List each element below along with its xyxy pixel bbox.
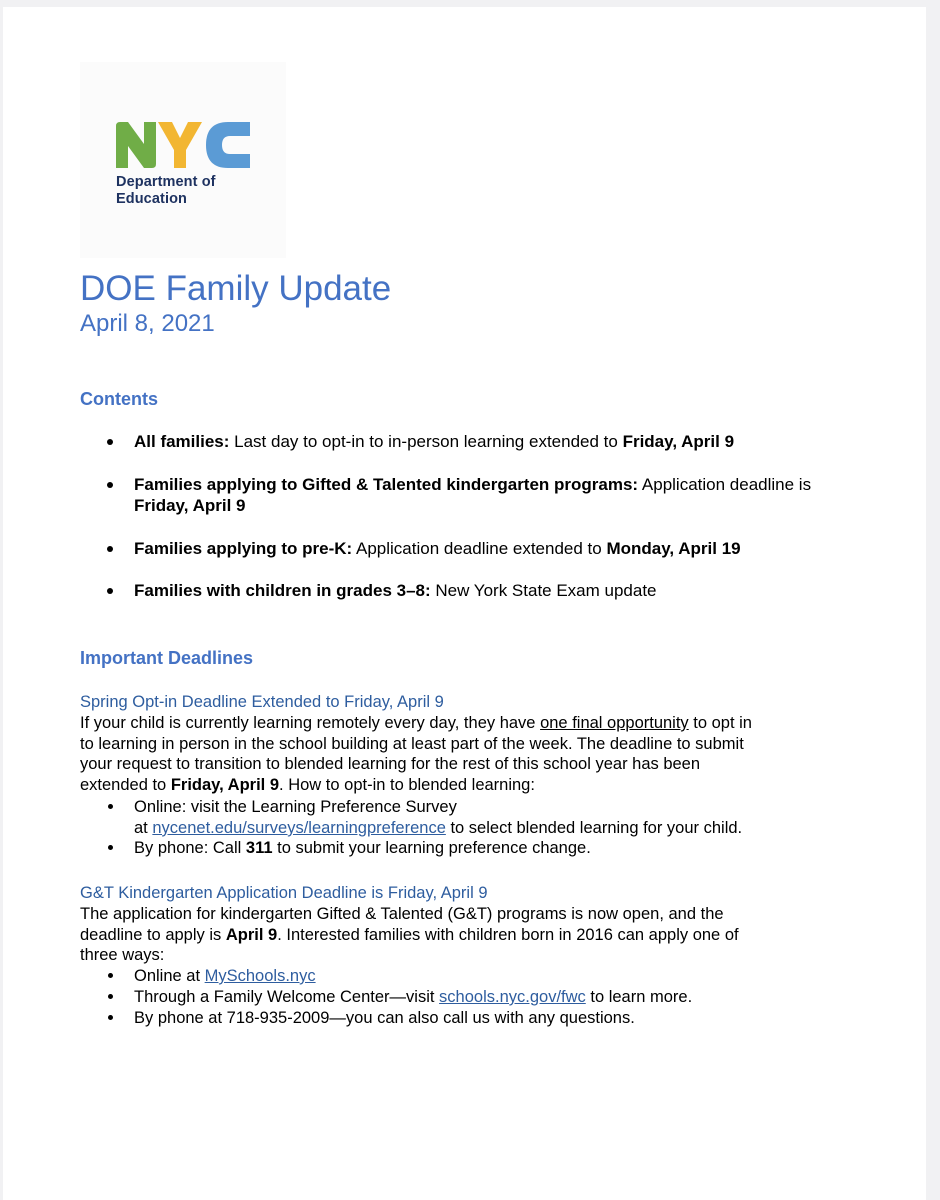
bullet-icon <box>108 845 113 850</box>
page-title: DOE Family Update <box>80 269 392 308</box>
contents-item-date: Friday, April 9 <box>622 432 735 451</box>
bullet-icon <box>108 1015 113 1020</box>
bullet-icon <box>107 439 113 445</box>
optin-paragraph: If your child is currently learning remotely every day, they have one final opportunity to opt in to learning in person in the school building at least part of the week. The deadline to submit your request to transition to blended learning for the rest of this school year has been extended to Friday, April 9. How to opt-in to blended learning: <box>80 714 752 794</box>
contents-item-date: Monday, April 19 <box>606 539 741 558</box>
contents-item-label: Families applying to Gifted & Talented kindergarten programs: <box>134 475 639 494</box>
optin-phone-item: By phone: Call 311 to submit your learning preference change. <box>134 838 591 859</box>
gt-heading: G&T Kindergarten Application Deadline is Friday, April 9 <box>80 884 488 902</box>
contents-item-label: Families with children in grades 3–8: <box>134 581 431 600</box>
bullet-icon <box>108 994 113 999</box>
logo-education-text: Education <box>116 191 187 207</box>
contents-item-label: All families: <box>134 432 230 451</box>
contents-item-text: New York State Exam update <box>430 581 657 600</box>
bullet-icon <box>108 973 113 978</box>
contents-item-label: Families applying to pre-K: <box>134 539 353 558</box>
contents-item <box>134 474 814 516</box>
gt-phone-item: By phone at 718-935-2009—you can also call us with any questions. <box>134 1008 635 1029</box>
contents-heading: Contents <box>80 389 158 409</box>
bullet-icon <box>107 546 113 552</box>
learning-preference-link[interactable]: nycenet.edu/surveys/learningpreference <box>152 819 446 837</box>
contents-item <box>134 580 814 601</box>
contents-item <box>134 431 814 452</box>
bullet-icon <box>107 482 113 488</box>
bullet-icon <box>108 804 113 809</box>
contents-item-text: Application deadline extended to <box>352 539 607 558</box>
contents-item-text: Application deadline is <box>638 475 812 494</box>
nyc-doe-logo <box>80 62 286 258</box>
contents-item <box>134 538 814 559</box>
fwc-link[interactable]: schools.nyc.gov/fwc <box>439 988 586 1006</box>
optin-online-item: Online: visit the Learning Preference Survey <box>134 797 457 818</box>
nyc-logo-letters-icon <box>116 122 252 168</box>
logo-department-text: Department of <box>116 174 216 190</box>
contents-item-date: Friday, April 9 <box>134 496 246 515</box>
page-date: April 8, 2021 <box>80 310 215 337</box>
contents-item-text: Last day to opt-in to in-person learning extended to <box>229 432 623 451</box>
optin-online-item-cont: at nycenet.edu/surveys/learningpreference to select blended learning for your child. <box>134 819 743 837</box>
final-opportunity-text: one final opportunity <box>540 714 689 732</box>
myschools-link[interactable]: MySchools.nyc <box>204 967 316 985</box>
gt-welcome-center-item: Through a Family Welcome Center—visit schools.nyc.gov/fwc to learn more. <box>134 987 692 1008</box>
deadlines-heading: Important Deadlines <box>80 648 254 668</box>
gt-online-item: Online at MySchools.nyc <box>134 966 316 987</box>
bullet-icon <box>107 588 113 594</box>
optin-heading: Spring Opt-in Deadline Extended to Friday, April 9 <box>80 693 444 711</box>
gt-paragraph: The application for kindergarten Gifted & Talented (G&T) programs is now open, and the deadline to apply is April 9. Interested families with children born in 2016 can apply one of three ways: <box>80 905 739 964</box>
